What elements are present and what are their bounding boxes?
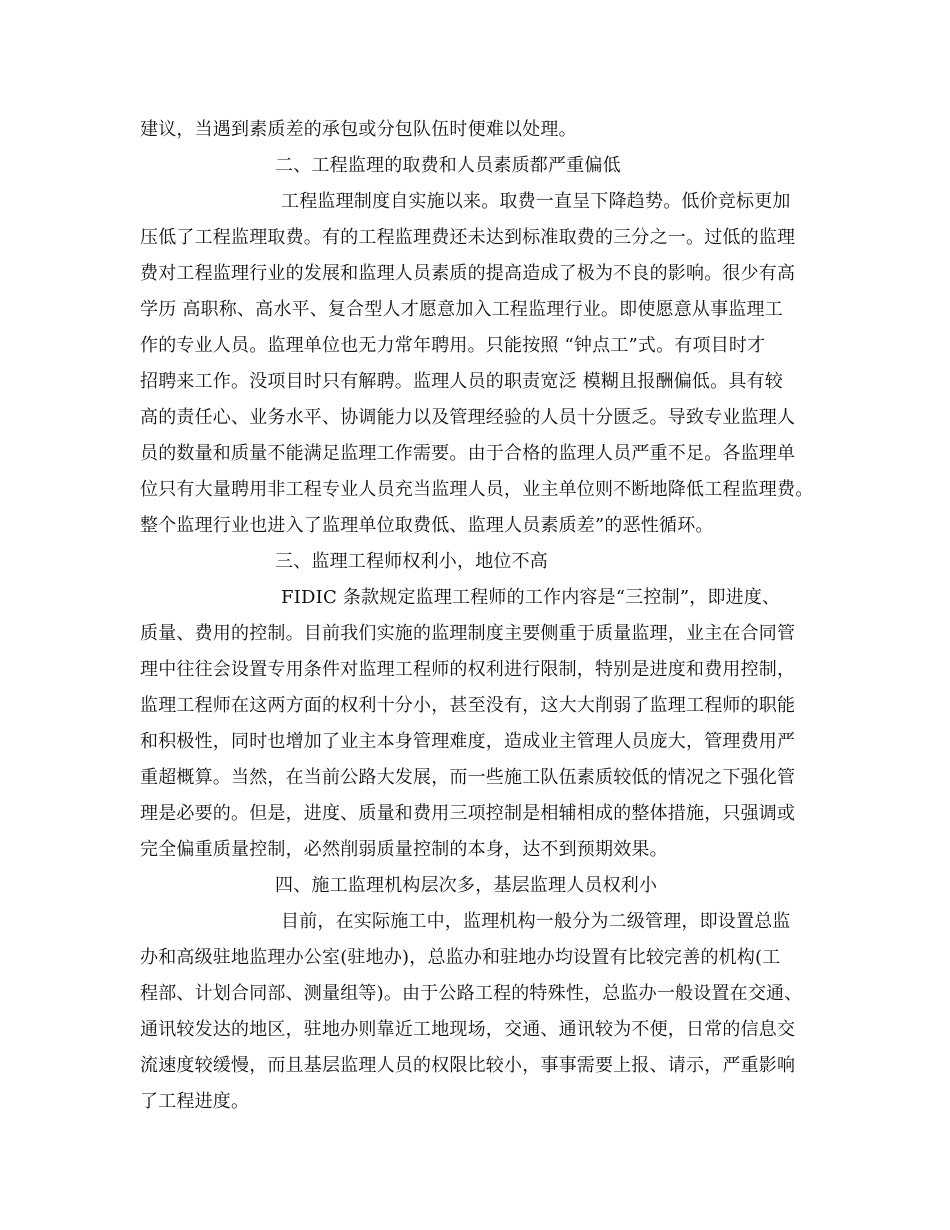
paragraph-line: 压低了工程监理取费。有的工程监理费还未达到标准取费的三分之一。过低的监理 — [140, 227, 796, 248]
paragraph-line: 工程监理制度自实施以来。取费一直呈下降趋势。低价竞标更加 — [281, 191, 791, 212]
paragraph-line: 费对工程监理行业的发展和监理人员素质的提高造成了极为不良的影响。很少有高 — [140, 263, 796, 284]
paragraph-line: 理是必要的。但是，进度、质量和费用三项控制是相辅相成的整体措施，只强调或 — [140, 803, 796, 824]
paragraph-line: 建议，当遇到素质差的承包或分包队伍时便难以处理。 — [140, 119, 577, 140]
paragraph-line: 流速度较缓慢，而且基层监理人员的权限比较小，事事需要上报、请示，严重影响 — [140, 1055, 796, 1076]
paragraph-line: FIDIC 条款规定监理工程师的工作内容是“三控制”，即进度、 — [281, 587, 781, 608]
paragraph-line: 目前，在实际施工中，监理机构一般分为二级管理，即设置总监 — [281, 911, 791, 932]
paragraph-line: 了工程进度。 — [140, 1091, 250, 1112]
paragraph-line: 质量、费用的控制。目前我们实施的监理制度主要侧重于质量监理，业主在合同管 — [140, 623, 796, 644]
section-heading: 四、施工监理机构层次多，基层监理人员权利小 — [275, 875, 658, 896]
paragraph-line: 员的数量和质量不能满足监理工作需要。由于合格的监理人员严重不足。各监理单 — [140, 443, 796, 464]
paragraph-line: 位只有大量聘用非工程专业人员充当监理人员，业主单位则不断地降低工程监理费。 — [140, 479, 814, 500]
paragraph-line: 整个监理行业也进入了监理单位取费低、监理人员素质差”的恶性循环。 — [140, 515, 714, 536]
paragraph-line: 程部、计划合同部、测量组等)。由于公路工程的特殊性，总监办一般设置在交通、 — [140, 983, 803, 1004]
paragraph-line: 办和高级驻地监理办公室(驻地办)，总监办和驻地办均设置有比较完善的机构(工 — [140, 947, 781, 968]
paragraph-line: 完全偏重质量控制，必然削弱质量控制的本身，达不到预期效果。 — [140, 839, 668, 860]
paragraph-line: 监理工程师在这两方面的权利十分小，甚至没有，这大大削弱了监理工程师的职能 — [140, 695, 796, 716]
section-heading: 三、监理工程师权利小，地位不高 — [275, 551, 548, 572]
paragraph-line: 理中往往会设置专用条件对监理工程师的权利进行限制，特别是进度和费用控制， — [140, 659, 796, 680]
paragraph-line: 和积极性，同时也增加了业主本身管理难度，造成业主管理人员庞大，管理费用严 — [140, 731, 796, 752]
paragraph-line: 通讯较发达的地区，驻地办则靠近工地现场，交通、通讯较为不便，日常的信息交 — [140, 1019, 796, 1040]
paragraph-line: 招聘来工作。没项目时只有解聘。监理人员的职责宽泛 模糊且报酬偏低。具有较 — [140, 371, 783, 392]
paragraph-line: 重超概算。当然，在当前公路大发展，而一些施工队伍素质较低的情况之下强化管 — [140, 767, 796, 788]
section-heading: 二、工程监理的取费和人员素质都严重偏低 — [275, 155, 621, 176]
paragraph-line: 作的专业人员。监理单位也无力常年聘用。只能按照 “钟点工”式。有项目时才 — [140, 335, 766, 356]
paragraph-line: 高的责任心、业务水平、协调能力以及管理经验的人员十分匮乏。导致专业监理人 — [140, 407, 796, 428]
paragraph-line: 学历 高职称、高水平、复合型人才愿意加入工程监理行业。即使愿意从事监理工 — [140, 299, 783, 320]
